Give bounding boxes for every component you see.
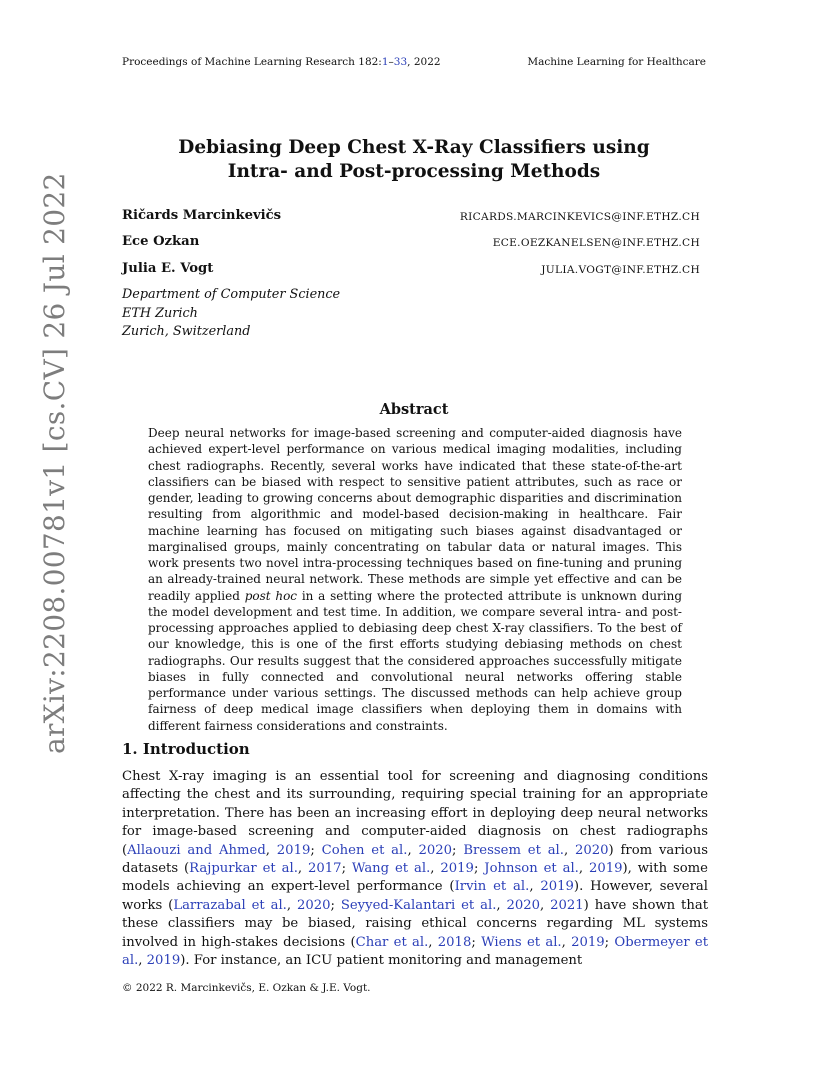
citation-link[interactable]: 2019 [588,861,623,877]
citation-link[interactable]: 2019 [571,934,605,950]
citation-link[interactable]: 2019 [540,879,574,895]
running-header-left: Proceedings of Machine Learning Research 182:1–33, 2022 [122,56,441,68]
citation-link[interactable]: 2017 [308,861,342,877]
citation-link[interactable]: 2019 [440,861,474,877]
citation-link[interactable]: 2019 [146,953,181,969]
section-heading-introduction: 1. Introduction [122,740,250,758]
citation-link[interactable]: Johnson et al. [484,861,579,877]
citation-link[interactable]: Char et al. [355,934,429,950]
citation-link[interactable]: Obermeyer et al. [122,934,709,969]
citation-link[interactable]: 2018 [437,934,472,950]
introduction-text: Chest X-ray imaging is an essential tool for screening and diagnosing conditions affecting the chest and its surrounding, requiring special training for an appropriate interpretation. There has been an increasing effort in deploying deep neural networks for image-based screening and computer-aided diagnosis on chest radiographs (Allaouzi and Ahmed, 2019; Cohen et al., 2020; Bressem et al., 2020) from various datasets (Rajpurkar et al., 2017; Wang et al., 2019; Johnson et al., 2019), with some models achieving an expert-level performance (Irvin et al., 2019). However, several works (Larrazabal et al., 2020; Seyyed-Kalantari et al., 2020, 2021) have shown that these classifiers may be biased, raising ethical concerns regarding ML systems involved in high-stakes decisions (Char et al., 2018; Wiens et al., 2019; Obermeyer et al., 2019). For instance, an ICU patient monitoring and management [122,769,709,969]
citation-link[interactable]: 2021 [550,897,584,913]
author-email[interactable]: RICARDS.MARCINKEVICS@INF.ETHZ.CH [459,211,700,223]
citation-link[interactable]: Larrazabal et al. [173,897,287,913]
running-header-right: Machine Learning for Healthcare [527,56,706,68]
author-name: Ece Ozkan [122,234,200,249]
citation-link[interactable]: Wiens et al. [481,934,562,950]
citation-link[interactable]: 2019 [276,842,311,858]
affiliation: Department of Computer Science ETH Zurich Zurich, Switzerland [122,287,341,339]
citation-link[interactable]: Bressem et al. [463,842,564,858]
copyright-footer: © 2022 R. Marcinkevičs, E. Ozkan & J.E. Vogt. [122,982,371,994]
citation-link[interactable]: Allaouzi and Ahmed [127,842,266,858]
author-name: Julia E. Vogt [122,261,214,276]
citation-link[interactable]: 2020 [574,842,609,858]
citation-link[interactable]: Rajpurkar et al. [189,861,298,877]
citation-link[interactable]: 2020 [418,842,453,858]
author-name: Ričards Marcinkevičs [122,208,282,223]
author-email[interactable]: ECE.OEZKANELSEN@INF.ETHZ.CH [492,237,700,249]
arxiv-stamp: arXiv:2208.00781v1 [cs.CV] 26 Jul 2022 [38,172,71,754]
citation-link[interactable]: Seyyed-Kalantari et al. [340,897,497,913]
citation-link[interactable]: 2020 [506,897,541,913]
first-page-link[interactable]: 1 [381,56,389,68]
paper-title: Debiasing Deep Chest X-Ray Classifiers using Intra- and Post-processing Methods [178,137,650,182]
abstract-text: Deep neural networks for image-based screening and computer-aided diagnosis have achieved expert-level performance on various medical imaging modalities, including chest radiographs. Recently, several works have indicated that these state-of-the-art classifiers can be biased with respect to sensitive patient attributes, such as race or gender, leading to growing concerns about demographic disparities and discrimination resulting from algorithmic and model-based decision-making in healthcare. Fair machine learning has focused on mitigating such biases against disadvantaged or marginalised groups, mainly concentrating on tabular data or natural images. This work presents two novel intra-processing techniques based on fine-tuning and pruning an already-trained neural network. These methods are simple yet effective and can be readily applied post hoc in a setting where the protected attribute is unknown during the model development and test time. In addition, we compare several intra- and post-processing approaches applied to debiasing deep chest X-ray classifiers. To the best of our knowledge, this is one of the first efforts studying debiasing methods on chest radiographs. Our results suggest that the considered approaches successfully mitigate biases in fully connected and convolutional neural networks offering stable performance under various settings. The discussed methods can help achieve group fairness of deep medical image classifiers when deploying them in domains with different fairness considerations and constraints. [148,426,683,733]
citation-link[interactable]: Cohen et al. [321,842,408,858]
last-page-link[interactable]: 33 [393,56,408,68]
citation-link[interactable]: 2020 [296,897,331,913]
citation-link[interactable]: Wang et al. [351,861,431,877]
author-email[interactable]: JULIA.VOGT@INF.ETHZ.CH [541,264,700,276]
citation-link[interactable]: Irvin et al. [454,879,530,895]
abstract-heading: Abstract [379,401,449,418]
